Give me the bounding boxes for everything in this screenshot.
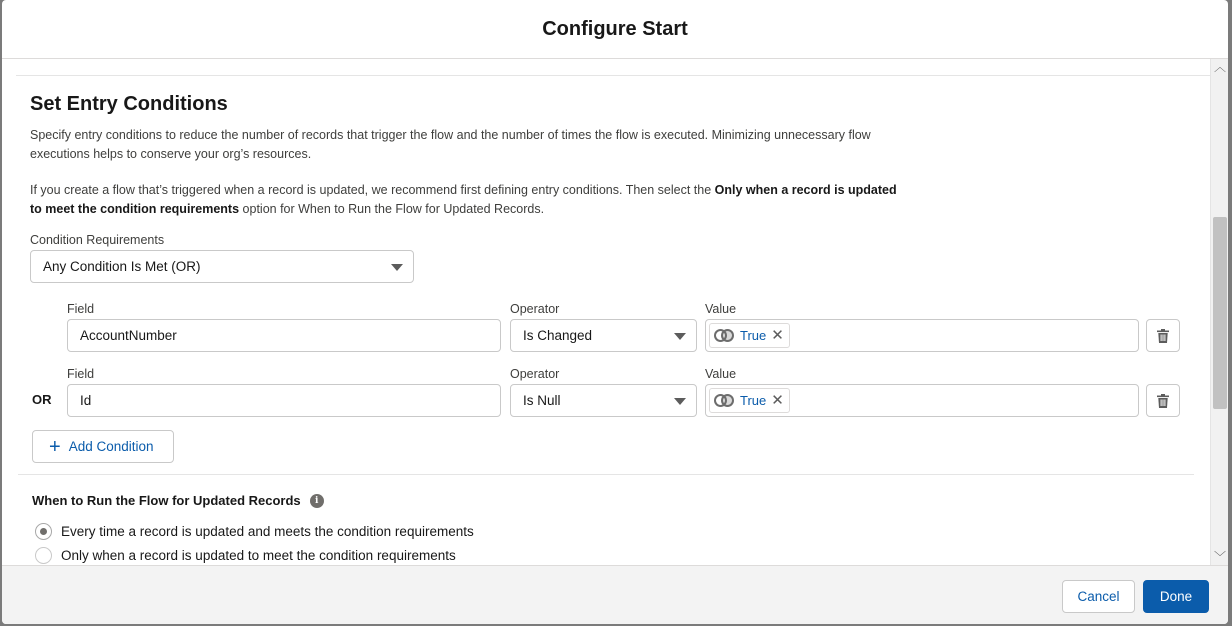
- condition-requirements-label: Condition Requirements: [30, 233, 165, 247]
- add-condition-label: Add Condition: [68, 439, 154, 454]
- modal-header: [2, 0, 1228, 59]
- close-icon[interactable]: ✕: [771, 327, 784, 344]
- info-icon[interactable]: i: [310, 494, 324, 508]
- delete-condition-button[interactable]: [1146, 319, 1180, 352]
- radio-label: Every time a record is updated and meets the condition requirements: [61, 524, 474, 539]
- recommendation-text-start: If you create a flow that’s triggered when a record is updated, we recommend first defining entry conditions. Then select the: [30, 183, 715, 197]
- scrollbar[interactable]: [1210, 59, 1228, 565]
- chevron-down-icon: [674, 333, 686, 340]
- recommendation-text-end: option for When to Run the Flow for Updated Records.: [239, 202, 545, 216]
- done-button[interactable]: Done: [1143, 580, 1209, 613]
- field-label: Field: [67, 302, 95, 316]
- trash-icon: [1157, 329, 1169, 343]
- operator-select[interactable]: [510, 319, 697, 352]
- toggle-icon: [714, 393, 736, 409]
- recommendation-text-bold: Only when a record is updated to meet the condition requirements: [30, 183, 897, 216]
- chevron-up-icon[interactable]: ︿: [1214, 60, 1227, 74]
- value-label: Value: [705, 302, 737, 316]
- value-input[interactable]: [705, 384, 1139, 417]
- scroll-thumb[interactable]: [1213, 217, 1227, 409]
- chevron-down-icon: [391, 264, 403, 271]
- radio-button[interactable]: [35, 523, 52, 540]
- field-input[interactable]: [67, 384, 501, 417]
- value-pill-text: True: [740, 393, 767, 408]
- run-section-title: [32, 493, 324, 508]
- radio-button[interactable]: [35, 547, 52, 564]
- or-label: OR: [32, 392, 52, 407]
- close-icon[interactable]: ✕: [771, 392, 784, 409]
- chevron-down-icon: [674, 398, 686, 405]
- trash-icon: [1157, 394, 1169, 408]
- value-label: Value: [705, 367, 737, 381]
- operator-label: Operator: [510, 367, 560, 381]
- modal-body: [2, 59, 1228, 565]
- configure-start-modal: [2, 0, 1228, 624]
- run-section-title-text: When to Run the Flow for Updated Records: [32, 493, 301, 508]
- condition-requirements-select[interactable]: [30, 250, 414, 283]
- value-input[interactable]: [705, 319, 1139, 352]
- condition-requirements-value: Any Condition Is Met (OR): [43, 259, 201, 274]
- field-value: Id: [80, 393, 92, 408]
- add-condition-button[interactable]: [32, 430, 174, 463]
- value-pill-text: True: [740, 328, 767, 343]
- modal-footer: [2, 565, 1228, 624]
- operator-value: Is Changed: [523, 328, 593, 343]
- chevron-down-icon[interactable]: ﹀: [1214, 550, 1227, 564]
- toggle-icon: [714, 328, 736, 344]
- section-recommendation: [30, 181, 910, 219]
- radio-only-when[interactable]: [35, 547, 456, 564]
- operator-label: Operator: [510, 302, 560, 316]
- field-label: Field: [67, 367, 95, 381]
- modal-title: Configure Start: [542, 17, 688, 40]
- section-title: Set Entry Conditions: [30, 93, 228, 115]
- cancel-button[interactable]: Cancel: [1062, 580, 1135, 613]
- operator-select[interactable]: [510, 384, 697, 417]
- section-description: Specify entry conditions to reduce the number of records that trigger the flow and the number of times the flow is executed. Minimizing unnecessary flow executions helps to conserve your org’s resources.: [30, 128, 871, 161]
- value-pill[interactable]: [709, 323, 790, 348]
- delete-condition-button[interactable]: [1146, 384, 1180, 417]
- radio-label: Only when a record is updated to meet the condition requirements: [61, 548, 456, 563]
- field-value: AccountNumber: [80, 328, 177, 343]
- radio-every-time[interactable]: [35, 523, 474, 540]
- operator-value: Is Null: [523, 393, 561, 408]
- value-pill[interactable]: [709, 388, 790, 413]
- divider: [18, 474, 1194, 475]
- field-input[interactable]: [67, 319, 501, 352]
- plus-icon: +: [49, 435, 61, 458]
- divider: [16, 75, 1210, 76]
